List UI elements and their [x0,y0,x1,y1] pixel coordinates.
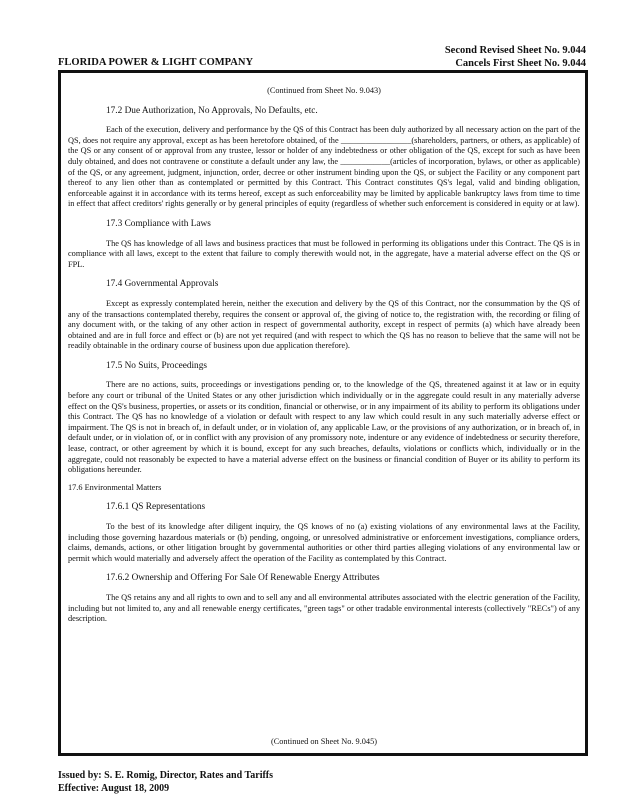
continued-on: (Continued on Sheet No. 9.045) [270,737,377,746]
section-17-5-title: 17.5 No Suits, Proceedings [106,360,207,371]
section-17-3-title: 17.3 Compliance with Laws [106,218,211,229]
effective-date: Effective: August 18, 2009 [58,782,170,794]
company-name: FLORIDA POWER & LIGHT COMPANY [58,57,254,68]
document-body [68,86,580,625]
issued-by: Issued by: S. E. Romig, Director, Rates and Tariffs [58,770,274,781]
section-17-2-body: Each of the execution, delivery and performance by the QS of this Contract has been duly authorized by all necessary action on the part of the QS, does not require any approval, except as has been heretofore obtained, of the _________________(shareholders, partners, or others, as applicable) of the QS or any consent of or approval from any trustee, lessor or holder of any indebtedness or other obligation of the QS, except for such as have been duly obtained, and does not contravene or constitute a default under any law, the ____________(articles of incorporation, bylaws, or other as applicable) of the QS, or any agreement, judgment, injunction, order, decree or other instrument binding upon the QS, or subject the Facility or any component part thereof to any lien other than as contemplated or permitted by this Contract. This Contract constitutes QS's legal, valid and binding obligation, enforceable against it in accordance with its terms hereof, except as such enforceability may be limited by applicable bankruptcy laws from time to time in effect that affect creditors' rights generally or by general principles of equity (regardless of whether such enforcement is considered in equity or at law). [68,125,580,209]
cancels-sheet: Cancels First Sheet No. 9.044 [455,58,586,69]
section-17-4-title: 17.4 Governmental Approvals [106,279,219,290]
section-17-6-1-body: To the best of its knowledge after diligent inquiry, the QS knows of no (a) existing violations of any environmental laws at the Facility, including those governing hazardous materials or (b) pending, ongoing, or unresolved administrative or enforcement investigations, compliance orders, claims, demands, actions, or other litigation brought by governmental authorities or other third parties alleging violations of any environmental law or permit which would materially and adversely affect the operation of the Facility as contemplated by this Contract. [68,522,580,563]
footer [58,770,273,795]
section-17-4-body: Except as expressly contemplated herein, neither the execution and delivery by the QS of this Contract, nor the consummation by the QS of any of the transactions contemplated thereby, requires the consent or approval of, the giving of notice to, the registration with, the recording or filing of any document with, or the taking of any other action in respect of governmental authority, except in respect of permits (a) which have already been obtained and are in full force and effect or (b) are not yet required (and with respect to which the QS has no reason to believe that the same will not be readily obtainable in the ordinary course of business upon due application therefore). [68,298,580,351]
section-17-3-body: The QS has knowledge of all laws and business practices that must be followed in performing its obligations under this Contract. The QS is in compliance with all laws, except to the extent that failure to comply therewith would not, in the aggregate, have a material adverse effect on the QS or FPL. [68,238,580,269]
section-17-6-title: 17.6 Environmental Matters [68,482,162,492]
sheet-number: Second Revised Sheet No. 9.044 [444,45,586,56]
continued-from: (Continued from Sheet No. 9.043) [267,86,381,95]
section-17-2-title: 17.2 Due Authorization, No Approvals, No Defaults, etc. [106,105,318,116]
section-17-6-1-title: 17.6.1 QS Representations [106,502,206,513]
sheet-info [445,44,586,70]
section-17-6-2-body: The QS retains any and all rights to own and to sell any and all environmental attributes associated with the electric generation of the Facility, including but not limited to, any and all renewable energy certificates, "green tags" or other tradable environmental interests (collectively "RECs") of any description. [68,592,580,624]
section-17-6-2-title: 17.6.2 Ownership and Offering For Sale Of Renewable Energy Attributes [106,573,380,584]
section-17-5-body: There are no actions, suits, proceedings or investigations pending or, to the knowledge of the QS, threatened against it at law or in equity before any court or tribunal of the United States or any other jurisdiction which individually or in the aggregate could result in any materially adverse effect on the QS's business, properties, or assets or its condition, financial or otherwise, or in any impairment of its ability to perform its obligations under this Contract. The QS has no knowledge of a violation or default with respect to any law which could result in any such materially adverse effect or impairment. The QS is not in breach of, in default under, or in violation of, any applicable Law, or the provisions of any authorization, or in breach of, in default under, or in violation of, or in conflict with any provision of any promissory note, indenture or any evidence of indebtedness or security therefore, lease, contract, or other agreement by which it is bound, except for any such breaches, defaults, violations or conflicts which, individually or in the aggregate, could not reasonably be expected to have a material adverse effect on the business or financial condition of Buyer or its ability to perform its obligations hereunder. [68,380,580,475]
